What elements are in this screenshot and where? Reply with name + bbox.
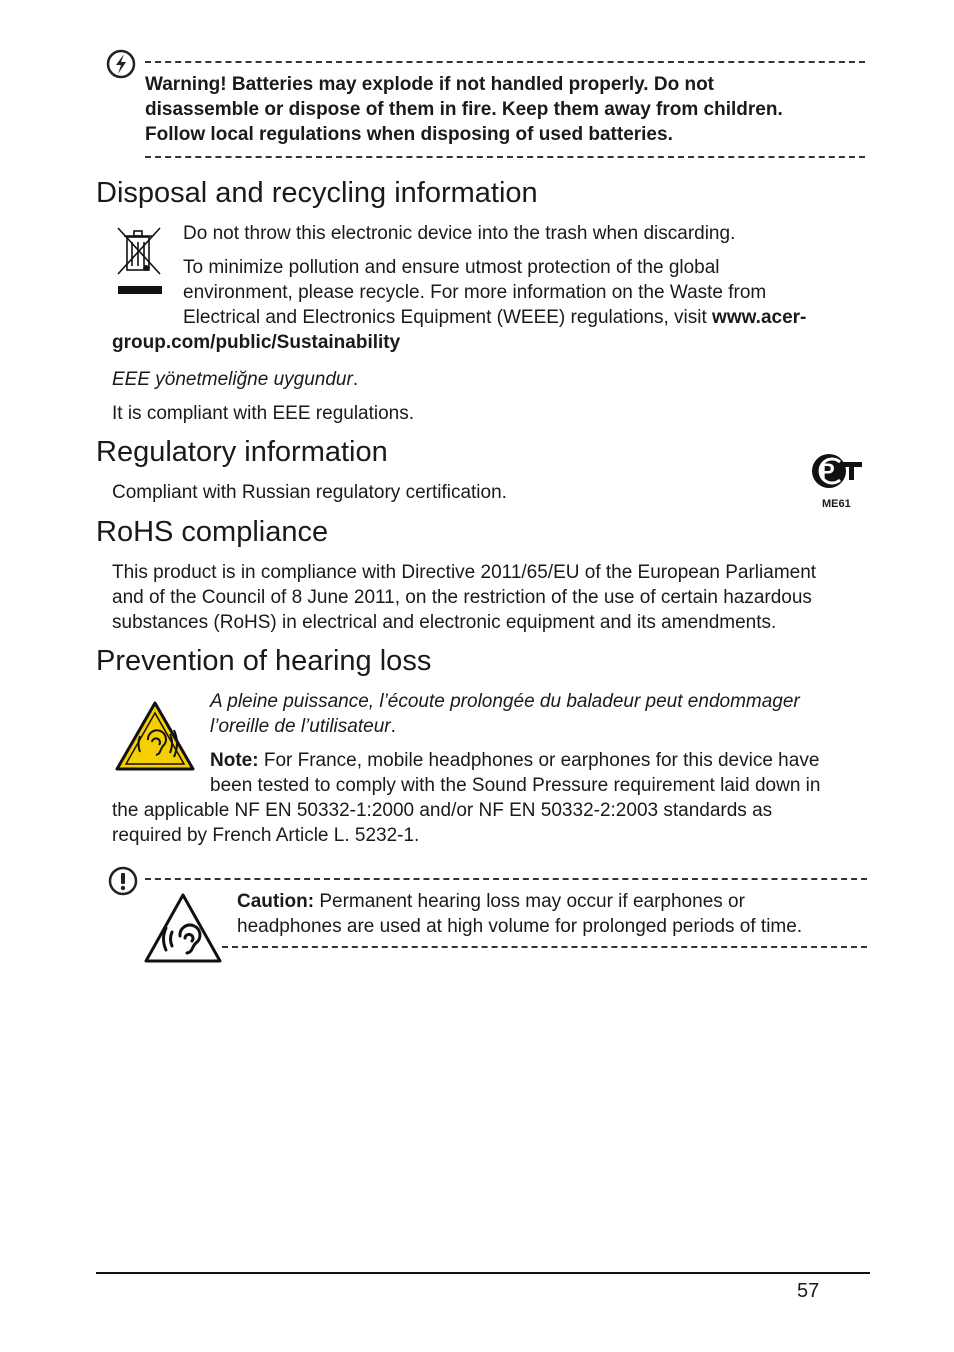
- pct-certification-mark-icon: [810, 452, 864, 490]
- regulatory-heading: Regulatory information: [96, 436, 388, 468]
- warning-text: Warning! Batteries may explode if not handled properly. Do not disassemble or dispose of them in fire. Keep them away from children. Follow local regulations when disposing of used batteries.: [145, 74, 783, 145]
- note-text: Note: For France, mobile headphones or earphones for this device have been tested to comply with the Sound Pressure requirement laid down in: [210, 750, 821, 796]
- warning-top-divider: [145, 61, 865, 63]
- eee-compliance-text: It is compliant with EEE regulations.: [112, 403, 415, 424]
- caution-icon: [108, 866, 138, 896]
- sustainability-link-part1[interactable]: www.acer-: [712, 307, 807, 328]
- disposal-text-1: Do not throw this electronic device into the trash when discarding.: [183, 223, 736, 244]
- sustainability-link-part2[interactable]: group.com/public/Sustainability: [112, 332, 401, 353]
- hearing-heading: Prevention of hearing loss: [96, 645, 432, 677]
- warning-icon: [106, 49, 136, 79]
- caution-bottom-divider: [222, 946, 867, 948]
- pct-mark-code: ME61: [822, 498, 851, 510]
- rohs-text: This product is in compliance with Directive 2011/65/EU of the European Parliament and of the Council of 8 June 2011, on the restriction of the use of certain hazardous substances (RoHS) in electrical and electronic equipment and its amendments.: [112, 562, 817, 633]
- svg-text:P: P: [820, 459, 835, 484]
- hearing-loss-ear-icon: [144, 892, 222, 964]
- disposal-heading: Disposal and recycling information: [96, 177, 538, 209]
- note-text-continued: the applicable NF EN 50332-1:2000 and/or NF EN 50332-2:2003 standards as required by French Article L. 5232-1.: [112, 800, 773, 846]
- disposal-text-2: To minimize pollution and ensure utmost protection of the global environment, please recycle. For more information on the Waste from Electrical and Electronics Equipment (WEEE) regulations, visit www.acer-: [183, 257, 807, 328]
- weee-crossed-bin-icon: [112, 224, 166, 300]
- rohs-heading: RoHS compliance: [96, 516, 329, 548]
- eee-turkish-statement: EEE yönetmeliğne uygundur.: [112, 369, 359, 390]
- footer-rule: [96, 1272, 870, 1274]
- hearing-warning-triangle-icon: [114, 700, 196, 772]
- warning-bottom-divider: [145, 156, 865, 158]
- page-number: 57: [797, 1280, 820, 1302]
- caution-text: Caution: Permanent hearing loss may occur if earphones or headphones are used at high volume for prolonged periods of time.: [237, 891, 803, 937]
- french-warning-text: A pleine puissance, l’écoute prolongée du baladeur peut endommager l’oreille de l’utilisateur.: [210, 691, 800, 737]
- caution-top-divider: [145, 878, 867, 880]
- regulatory-text: Compliant with Russian regulatory certification.: [112, 482, 507, 503]
